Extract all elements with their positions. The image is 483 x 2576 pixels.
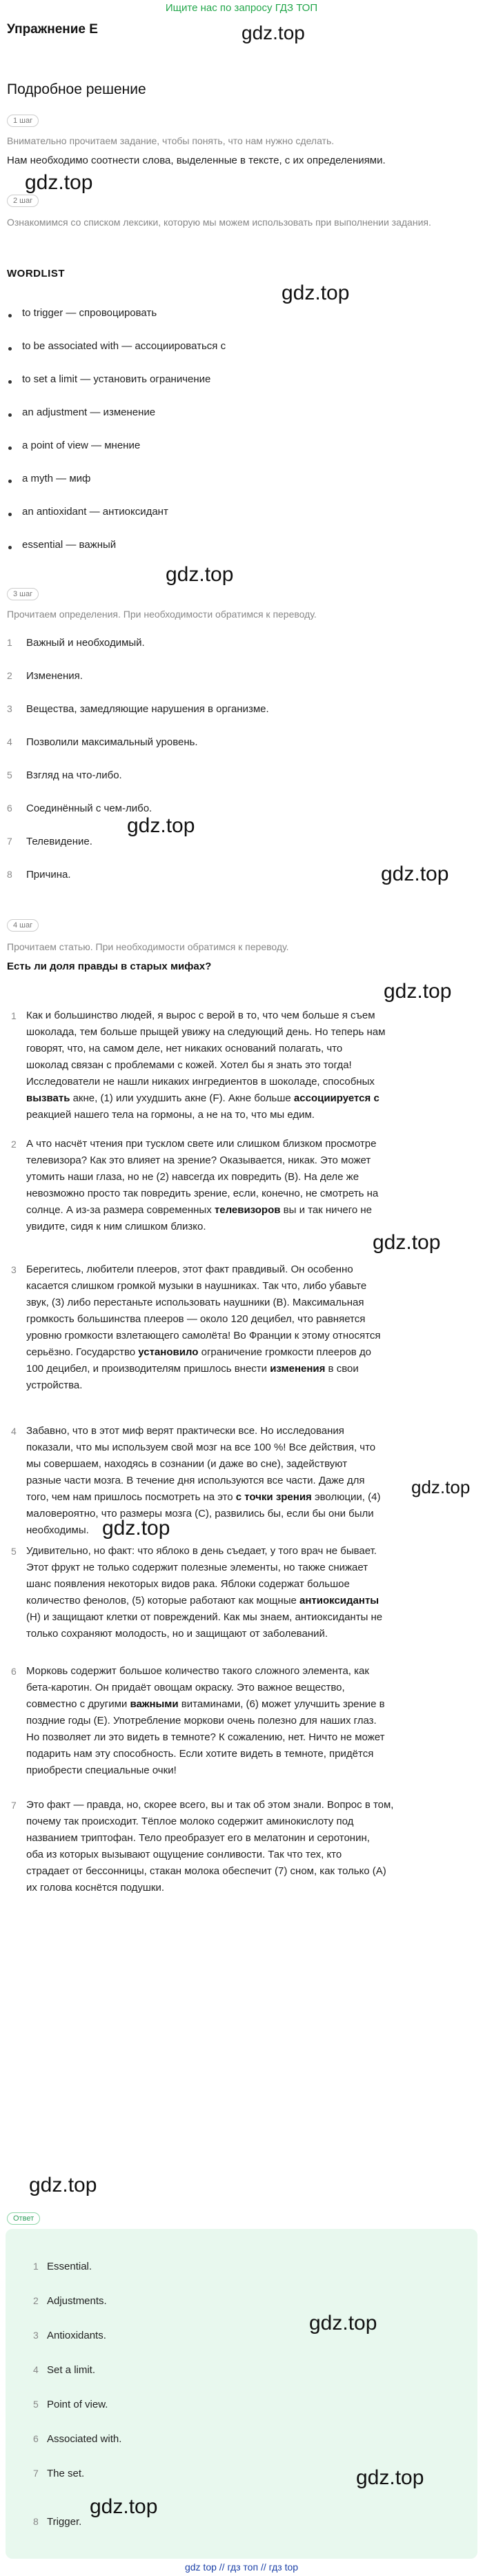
answer-number: 5 <box>33 2399 39 2410</box>
definition-item: 4 Позволили максимальный уровень. <box>7 736 198 748</box>
step-badge: 3 шаг <box>7 588 39 600</box>
answer-item: Antioxidants. <box>47 2330 106 2341</box>
watermark: gdz.top <box>241 22 305 43</box>
footer-link[interactable]: gdz top <box>184 2562 217 2573</box>
watermark: gdz.top <box>356 2466 424 2489</box>
step-text: Нам необходимо соотнести слова, выделенные в тексте, с их определениями. <box>7 155 386 166</box>
wordlist-item: a point of view — мнение <box>22 440 141 451</box>
answer-item: Set a limit. <box>47 2364 96 2376</box>
watermark: gdz.top <box>90 2495 158 2518</box>
watermark: gdz.top <box>25 171 93 194</box>
wordlist-item: essential — важный <box>22 539 117 551</box>
footer-separator: // <box>260 2562 266 2573</box>
watermark: gdz.top <box>127 814 195 837</box>
article-paragraph: Это факт — правда, но, скорее всего, вы и так об этом знали. Вопрос в том, почему так происходит. Тёплое молоко содержит аминокислоту под названием триптофан. Тело преобразует его в мелатонин и серотонин, оба из которых вызывают ощущение сонливости. Так что тех, кто страдает от бессонницы, стакан молока обеспечит (7) сном, как только (A) их голова коснётся подушки. <box>26 1799 394 1894</box>
bullet <box>8 546 12 549</box>
wordlist-item: to set a limit — установить ограничение <box>22 373 211 385</box>
wordlist-item: a myth — миф <box>22 473 91 484</box>
watermark: gdz.top <box>373 1231 441 1254</box>
paragraph-number: 4 <box>11 1426 17 1437</box>
answer-item: Trigger. <box>47 2516 82 2528</box>
article-paragraph: А что насчёт чтения при тусклом свете или слишком близком просмотре телевизора? Как это влияет на зрение? Оказывается, никак. Это может утомить наши глаза, но не (2) навсегда их повредить (B). На деле же невозможно просто так повредить зрение, если, конечно, не смотреть на солнце. А из-за размера современных телевизоров вы и так ничего не увидите, сидя к ним слишком близко. <box>26 1138 379 1232</box>
article-title: Есть ли доля правды в старых мифах? <box>7 961 212 972</box>
paragraph-number: 3 <box>11 1264 17 1275</box>
paragraph-number: 6 <box>11 1666 17 1677</box>
definition-item: 6 Соединённый с чем-либо. <box>7 803 152 814</box>
step-badge: 1 шаг <box>7 115 39 127</box>
definition-item: 2 Изменения. <box>7 670 83 682</box>
watermark: gdz.top <box>29 2174 97 2196</box>
paragraph-number: 7 <box>11 1800 17 1811</box>
watermark: gdz.top <box>384 980 452 1003</box>
answer-badge: Ответ <box>7 2212 40 2225</box>
definition-item: 8 Причина. <box>7 869 71 881</box>
bullet <box>8 446 12 450</box>
footer-links[interactable] <box>0 2562 483 2573</box>
watermark: gdz.top <box>102 1517 170 1540</box>
answer-item: Adjustments. <box>47 2295 107 2307</box>
wordlist-item: an antioxidant — антиоксидант <box>22 506 168 518</box>
bullet <box>8 347 12 351</box>
footer-link[interactable]: гдз top <box>268 2562 299 2573</box>
top-banner: Ищите нас по запросу ГДЗ ТОП <box>165 2 318 14</box>
definition-item: 1 Важный и необходимый. <box>7 637 145 649</box>
bullet <box>8 480 12 483</box>
article-paragraph: Забавно, что в этот миф верят практически все. Но исследования показали, что мы используем свой мозг на все 100 %! Все действия, что мы совершаем, находясь в сознании (и даже во сне), задействуют разные части мозга. В течение дня используются все части. Даже для того, чем нам пришлось посмотреть на это с точки зрения эволюции, (4) маловероятно, что размеры мозга (С), развились бы, если бы они были необходимы. <box>26 1425 381 1536</box>
answer-item: Point of view. <box>47 2399 108 2410</box>
paragraph-number: 2 <box>11 1139 17 1150</box>
answer-item: The set. <box>47 2468 85 2479</box>
article-paragraph: Как и большинство людей, я вырос с верой в то, что чем больше я съем шоколада, тем больше прыщей увижу на следующий день. Но теперь нам говорят, что, на самом деле, нет никаких оснований полагать, что шоколад связан с проблемами с кожей. Хотел бы я знать это тогда! Исследователи не нашли никаких ингредиентов в шоколаде, способных вызвать акне, (1) или ухудшить акне (F). Акне больше ассоциируется с реакцией нашего тела на гормоны, а не на то, что мы едим. <box>26 1010 386 1121</box>
step-hint: Прочитаем определения. При необходимости обратимся к переводу. <box>7 609 317 620</box>
bullet <box>8 413 12 417</box>
watermark: gdz.top <box>309 2312 377 2334</box>
watermark: gdz.top <box>166 563 234 586</box>
definition-item: 3 Вещества, замедляющие нарушения в организме. <box>7 703 269 715</box>
article-paragraph: Берегитесь, любители плееров, этот факт правдивый. Он особенно касается слишком громкой музыки в наушниках. Так что, либо убавьте звук, (3) либо перестаньте использовать наушники (B). Максимальная громкость большинства плееров — около 120 децибел, что равняется уровню громкости взлетающего самолёта! Во Франции к этому относятся серьёзно. Государство установило ограничение громкости плееров до 100 децибел, и производителям пришлось внести изменения в свои устройства. <box>26 1264 381 1391</box>
section-subtitle: Подробное решение <box>7 81 146 97</box>
definition-item: 7 Телевидение. <box>7 836 92 847</box>
paragraph-number: 1 <box>11 1010 17 1021</box>
wordlist-item: to be associated with — ассоциироваться с <box>22 340 226 352</box>
wordlist-title: WORDLIST <box>7 268 65 279</box>
bullet <box>8 380 12 384</box>
answer-number: 2 <box>33 2295 39 2306</box>
bullet <box>8 513 12 516</box>
footer-separator: // <box>219 2562 225 2573</box>
step-hint: Ознакомимся со списком лексики, которую мы можем использовать при выполнении задания. <box>7 217 431 228</box>
answer-number: 7 <box>33 2468 39 2479</box>
definition-item: 5 Взгляд на что-либо. <box>7 769 122 781</box>
answer-number: 1 <box>33 2261 39 2272</box>
answer-number: 4 <box>33 2364 39 2375</box>
answer-item: Essential. <box>47 2261 92 2272</box>
article-paragraph: Морковь содержит большое количество такого сложного элемента, как бета-каротин. Он придаёт овощам окраску. Это важное вещество, совместно с другими важными витаминами, (6) может улучшить зрение в поздние годы (E). Употребление моркови очень полезно для наших глаз. Но позволяет ли это видеть в темноте? К сожалению, нет. Ничто не может подарить нам эту способность. Если хотите видеть в темноте, придётся приобрести специальные очки! <box>26 1665 385 1776</box>
wordlist-item: to trigger — спровоцировать <box>22 307 157 319</box>
page-title: Упражнение E <box>7 22 98 37</box>
watermark: gdz.top <box>381 863 449 885</box>
wordlist-item: an adjustment — изменение <box>22 406 156 418</box>
bullet <box>8 314 12 317</box>
answer-number: 6 <box>33 2433 39 2444</box>
watermark: gdz.top <box>411 1477 471 1497</box>
paragraph-number: 5 <box>11 1546 17 1557</box>
footer-link[interactable]: гдз топ <box>227 2562 259 2573</box>
answer-number: 3 <box>33 2330 39 2341</box>
step-badge: 4 шаг <box>7 919 39 932</box>
answer-number: 8 <box>33 2516 39 2527</box>
watermark: gdz.top <box>282 282 350 304</box>
step-hint: Внимательно прочитаем задание, чтобы понять, что нам нужно сделать. <box>7 135 335 146</box>
step-hint: Прочитаем статью. При необходимости обратимся к переводу. <box>7 941 289 952</box>
article-paragraph: Удивительно, но факт: что яблоко в день съедает, у того врач не бывает. Этот фрукт не только содержит полезные элементы, но также снижает шанс появления некоторых видов рака. Яблоки содержат большое количество фенолов, (5) которые работают как мощные антиоксиданты (H) и защищают клетки от повреждений. Как мы знаем, антиоксиданты не только сохраняют молодость, но и защищают от заболеваний. <box>26 1545 383 1640</box>
answer-item: Associated with. <box>47 2433 122 2445</box>
step-badge: 2 шаг <box>7 195 39 207</box>
answer-box <box>6 2229 477 2559</box>
